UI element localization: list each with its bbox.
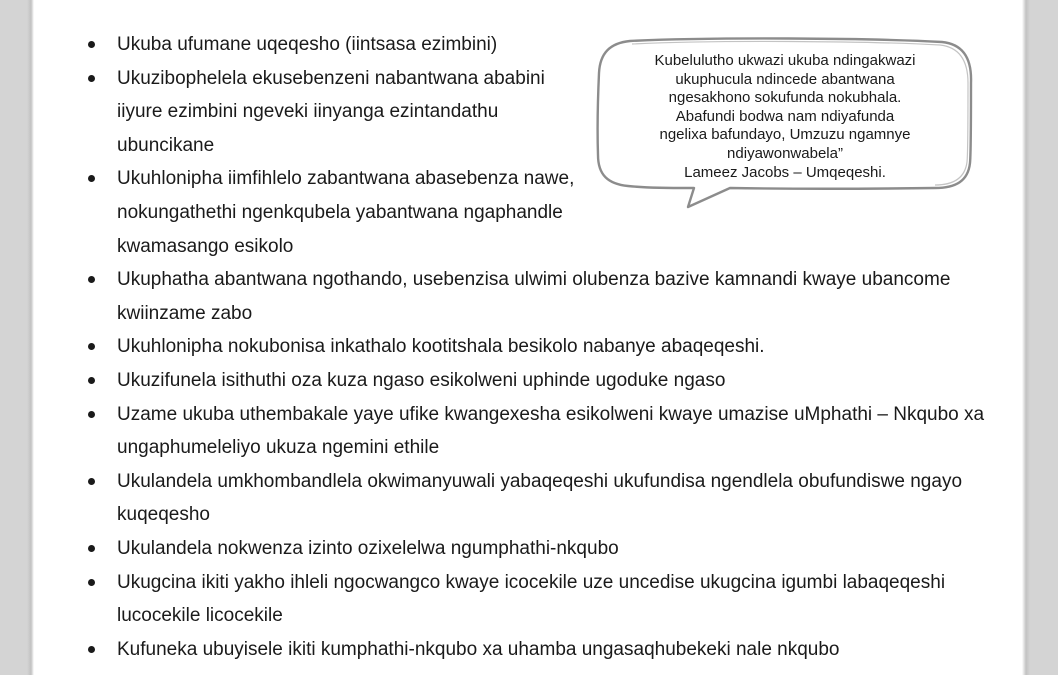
quote-line: ngelixa bafundayo, Umzuzu ngamnye bbox=[659, 126, 911, 144]
quote-speech-bubble bbox=[590, 35, 980, 210]
list-item: Kufuneka ubuyisele ikiti kumphathi-nkqubo xa uhamba ungasaqhubekeki nale nkqubo bbox=[85, 633, 1017, 667]
cut-off-top-line bbox=[160, 0, 460, 8]
page-frame-left bbox=[0, 0, 34, 675]
list-item: Ukugcina ikiti yakho ihleli ngocwangco kwaye icocekile uze uncedise ukugcina igumbi labaqeqeshi lucocekile licocekile bbox=[85, 566, 1017, 633]
quote-line: ukuphucula ndincede abantwana bbox=[675, 70, 895, 88]
list-item: Ukuzibophelela ekusebenzeni nabantwana ababini iiyure ezimbini ngeveki iinyanga ezintandathu ubuncikane bbox=[85, 62, 587, 163]
quote-line: ngesakhono sokufunda nokubhala. bbox=[668, 89, 902, 107]
list-item: Uzame ukuba uthembakale yaye ufike kwangexesha esikolweni kwaye umazise uMphathi – Nkqubo xa ungaphumeleliyo ukuza ngemini ethile bbox=[85, 398, 1017, 465]
list-item: Ukulandela nokwenza izinto ozixelelwa ngumphathi-nkqubo bbox=[85, 532, 1017, 566]
list-item: Ukuphatha abantwana ngothando, usebenzisa ulwimi olubenza bazive kamnandi kwaye ubancome kwiinzame zabo bbox=[85, 263, 1017, 330]
quote-text bbox=[608, 52, 962, 182]
list-item: Ukulandela umkhombandlela okwimanyuwali yabaqeqeshi ukufundisa ngendlela obufundiswe ngayo kuqeqesho bbox=[85, 465, 1017, 532]
quote-line: Kubeluluthо ukwazi ukuba ndingakwazi bbox=[654, 52, 916, 69]
list-item: Ukuzifunela isithuthi oza kuza ngaso esikolweni uphinde ugoduke ngaso bbox=[85, 364, 1017, 398]
list-item: Ukuhlonipha nokubonisa inkathalo kootitshala besikolo nabanye abaqeqeshi. bbox=[85, 330, 1017, 364]
list-item: Ukuba ufumane uqeqesho (iintsasa ezimbini) bbox=[85, 28, 587, 62]
list-item: Ukuhlonipha iimfihlelo zabantwana abasebenza nawe, nokungathethi ngenkqubela yabantwana ngaphandle kwamasango esikolo bbox=[85, 162, 587, 263]
quote-attribution: Lameez Jacobs – Umqeqeshi. bbox=[684, 163, 886, 181]
page-frame-right bbox=[1022, 0, 1058, 675]
quote-line: ndiyawonwabela” bbox=[727, 144, 843, 162]
quote-line: Abafundi bodwa nam ndiyafunda bbox=[675, 107, 895, 125]
